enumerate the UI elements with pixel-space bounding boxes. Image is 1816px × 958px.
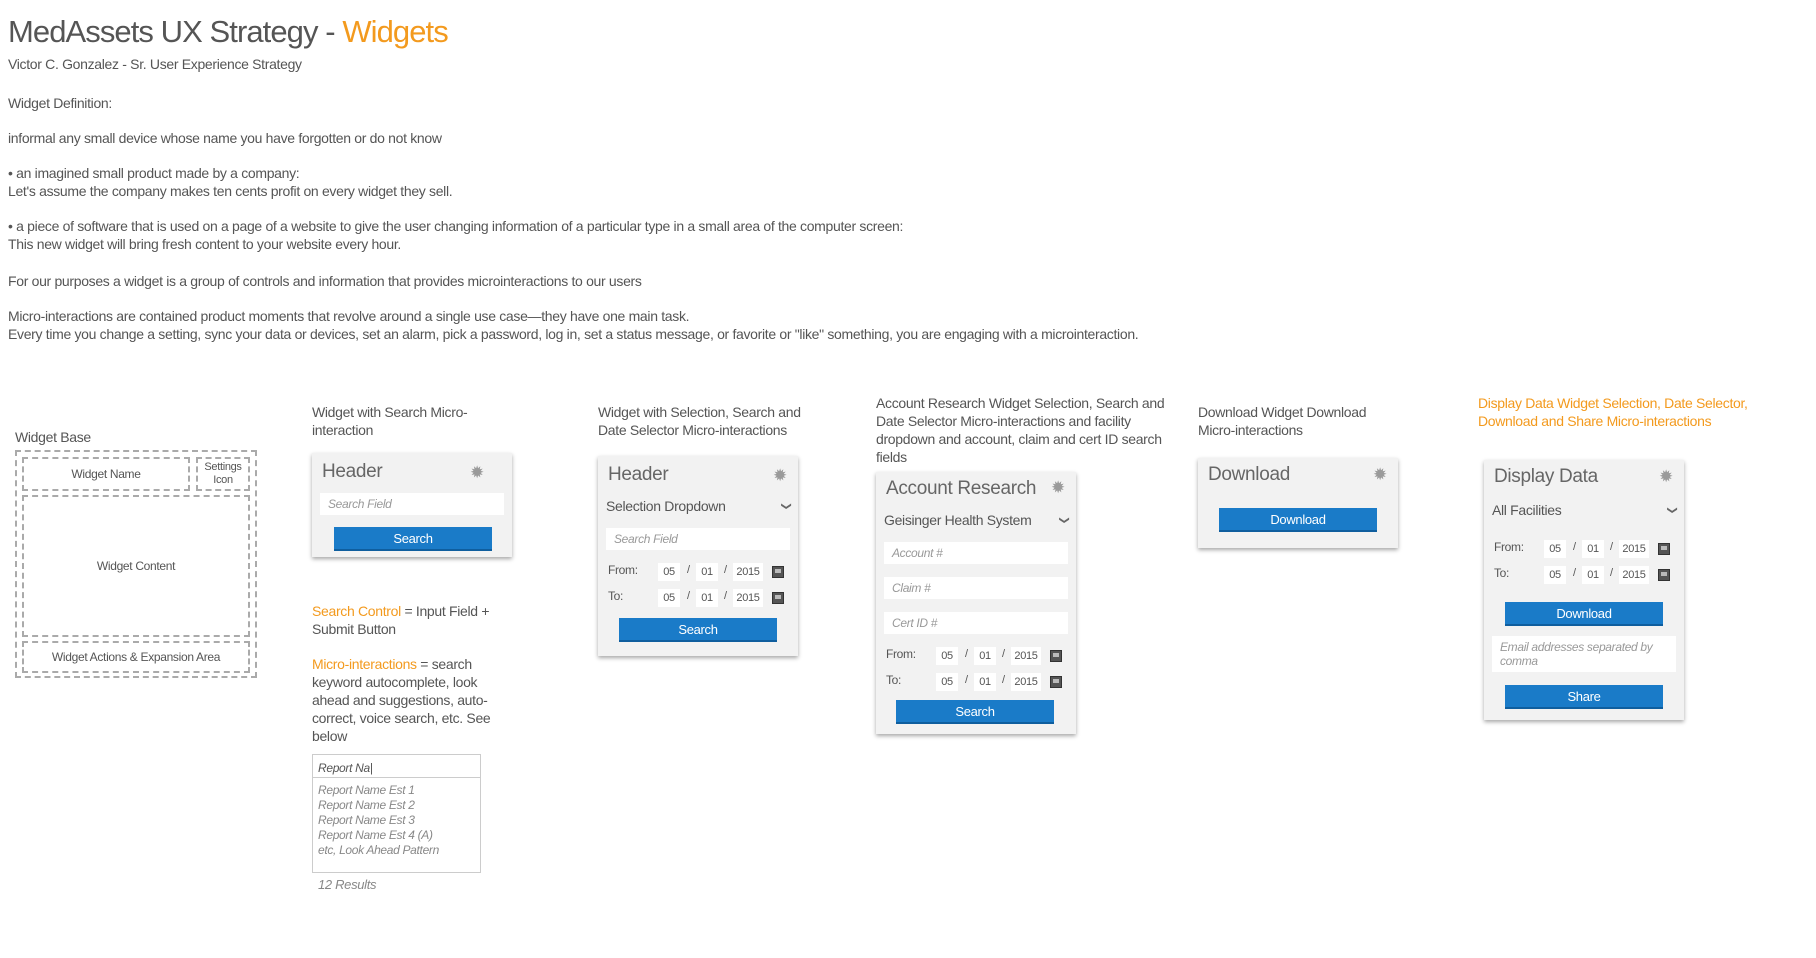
- suggestion-item[interactable]: Report Name Est 1: [318, 783, 415, 797]
- autocomplete-suggestions: [312, 777, 481, 873]
- facility-dropdown[interactable]: [1484, 498, 1684, 522]
- intro-line: • an imagined small product made by a company:: [8, 165, 300, 181]
- note-accent: Micro-interactions: [312, 656, 417, 672]
- day-field[interactable]: 01: [1582, 566, 1604, 584]
- date-separator: /: [965, 648, 968, 660]
- title-main: MedAssets UX Strategy -: [8, 14, 343, 49]
- from-date-row: [608, 563, 788, 581]
- intro-text: [8, 94, 1208, 343]
- chevron-down-icon: ❯: [1666, 505, 1678, 515]
- display-widget-label: Display Data Widget Selection, Date Selector, Download and Share Micro-interactions: [1478, 395, 1748, 429]
- search-button[interactable]: Search: [896, 700, 1054, 724]
- calendar-icon[interactable]: [1658, 543, 1670, 555]
- account-research-widget: [876, 472, 1076, 734]
- download-button[interactable]: Download: [1219, 508, 1377, 532]
- to-label: To:: [886, 673, 902, 687]
- cert-id-input[interactable]: Cert ID #: [884, 612, 1068, 634]
- date-separator: /: [724, 590, 727, 602]
- calendar-icon[interactable]: [1658, 569, 1670, 581]
- suggestion-item[interactable]: Report Name Est 3: [318, 813, 415, 827]
- to-date-row: [886, 673, 1066, 691]
- note-text: = search keyword autocomplete, look ahead and suggestions, auto-correct, voice search, etc. See below: [312, 656, 491, 744]
- search-control-note: [312, 602, 502, 638]
- suggestion-item[interactable]: Report Name Est 2: [318, 798, 415, 812]
- year-field[interactable]: 2015: [1011, 647, 1041, 665]
- dropdown-value: Selection Dropdown: [606, 498, 726, 514]
- search-input[interactable]: Search Field: [606, 528, 790, 550]
- download-button[interactable]: Download: [1505, 602, 1663, 626]
- month-field[interactable]: 05: [1544, 566, 1566, 584]
- calendar-icon[interactable]: [1050, 650, 1062, 662]
- date-separator: /: [965, 674, 968, 686]
- day-field[interactable]: 01: [974, 673, 996, 691]
- facility-dropdown[interactable]: [876, 508, 1076, 532]
- calendar-icon[interactable]: [1050, 676, 1062, 688]
- widget-header: Download: [1208, 464, 1290, 485]
- note-text: = Input Field + Submit Button: [312, 603, 490, 637]
- month-field[interactable]: 05: [1544, 540, 1566, 558]
- intro-line: Widget Definition:: [8, 95, 112, 111]
- widget-header: Header: [322, 461, 383, 482]
- calendar-icon[interactable]: [772, 566, 784, 578]
- search-button[interactable]: Search: [619, 618, 777, 642]
- year-field[interactable]: 2015: [1011, 673, 1041, 691]
- year-field[interactable]: 2015: [1619, 566, 1649, 584]
- selection-widget: [598, 456, 798, 656]
- download-widget: [1198, 458, 1398, 548]
- date-separator: /: [1610, 567, 1613, 579]
- email-input[interactable]: Email addresses separated by comma: [1492, 636, 1676, 672]
- intro-line: Every time you change a setting, sync your data or devices, set an alarm, pick a password, log in, set a status message, or favorite or "like" something, you are engaging with a microinteraction.: [8, 326, 1139, 342]
- to-date-row: [1494, 566, 1674, 584]
- note-accent: Search Control: [312, 603, 401, 619]
- gear-icon[interactable]: ✹: [1051, 478, 1065, 497]
- intro-line: For our purposes a widget is a group of controls and information that provides microinteractions to our users: [8, 273, 642, 289]
- share-button[interactable]: Share: [1505, 685, 1663, 709]
- widget-base-label: Widget Base: [15, 429, 91, 445]
- year-field[interactable]: 2015: [733, 589, 763, 607]
- micro-interactions-note: [312, 655, 502, 745]
- claim-input[interactable]: Claim #: [884, 577, 1068, 599]
- widget-header: Header: [608, 464, 669, 485]
- gear-icon[interactable]: ✹: [1373, 465, 1387, 484]
- widget-content-area: Widget Content: [22, 495, 250, 637]
- intro-line: Micro-interactions are contained product moments that revolve around a single use case—they have one main task.: [8, 308, 690, 324]
- account-widget-label: Account Research Widget Selection, Search and Date Selector Micro-interactions and facility dropdown and account, claim and cert ID search fields: [876, 395, 1165, 465]
- gear-icon[interactable]: ✹: [1659, 467, 1673, 486]
- day-field[interactable]: 01: [696, 563, 718, 581]
- month-field[interactable]: 05: [936, 673, 958, 691]
- to-date-row: [608, 589, 788, 607]
- search-widget: [312, 453, 512, 557]
- title-accent: Widgets: [342, 14, 448, 49]
- date-separator: /: [1573, 567, 1576, 579]
- search-button[interactable]: Search: [334, 527, 492, 551]
- date-separator: /: [1002, 648, 1005, 660]
- date-separator: /: [724, 564, 727, 576]
- account-input[interactable]: Account #: [884, 542, 1068, 564]
- page-title: [8, 14, 448, 50]
- from-label: From:: [608, 563, 638, 577]
- suggestion-item[interactable]: Report Name Est 4 (A): [318, 828, 433, 842]
- widget-base: [15, 450, 257, 678]
- date-separator: /: [687, 564, 690, 576]
- to-label: To:: [1494, 566, 1510, 580]
- month-field[interactable]: 05: [658, 589, 680, 607]
- date-separator: /: [1610, 541, 1613, 553]
- dropdown-value: All Facilities: [1492, 502, 1562, 518]
- day-field[interactable]: 01: [696, 589, 718, 607]
- date-separator: /: [1002, 674, 1005, 686]
- widget-actions-area: Widget Actions & Expansion Area: [22, 641, 250, 673]
- gear-icon[interactable]: ✹: [470, 463, 484, 482]
- search-widget-label: Widget with Search Micro-interaction: [312, 404, 468, 438]
- calendar-icon[interactable]: [772, 592, 784, 604]
- gear-icon[interactable]: ✹: [773, 466, 787, 485]
- widget-name-area: Widget Name: [22, 457, 190, 491]
- year-field[interactable]: 2015: [733, 563, 763, 581]
- month-field[interactable]: 05: [658, 563, 680, 581]
- page-subtitle: Victor C. Gonzalez - Sr. User Experience Strategy: [8, 56, 302, 72]
- dropdown-value: Geisinger Health System: [884, 512, 1032, 528]
- suggestion-item: etc, Look Ahead Pattern: [318, 843, 439, 857]
- from-date-row: [886, 647, 1066, 665]
- from-label: From:: [1494, 540, 1524, 554]
- display-data-widget: [1484, 460, 1684, 720]
- selection-dropdown[interactable]: [598, 494, 798, 518]
- intro-line: Let's assume the company makes ten cents profit on every widget they sell.: [8, 183, 453, 199]
- results-count: 12 Results: [318, 877, 377, 892]
- date-separator: /: [1573, 541, 1576, 553]
- intro-line: informal any small device whose name you have forgotten or do not know: [8, 130, 442, 146]
- widget-header: Display Data: [1494, 466, 1598, 487]
- day-field[interactable]: 01: [974, 647, 996, 665]
- search-input[interactable]: Search Field: [320, 493, 504, 515]
- day-field[interactable]: 01: [1582, 540, 1604, 558]
- year-field[interactable]: 2015: [1619, 540, 1649, 558]
- download-widget-label: Download Widget Download Micro-interactions: [1198, 404, 1367, 438]
- widget-header: Account Research: [886, 478, 1037, 499]
- autocomplete-input[interactable]: Report Na|: [312, 754, 481, 778]
- chevron-down-icon: ❯: [1058, 515, 1070, 525]
- settings-icon-area: Settings Icon: [196, 457, 250, 491]
- chevron-down-icon: ❯: [780, 501, 792, 511]
- intro-line: • a piece of software that is used on a page of a website to give the user changing information of a particular type in a small area of the computer screen:: [8, 218, 904, 234]
- intro-line: This new widget will bring fresh content to your website every hour.: [8, 236, 401, 252]
- from-date-row: [1494, 540, 1674, 558]
- date-separator: /: [687, 590, 690, 602]
- month-field[interactable]: 05: [936, 647, 958, 665]
- selection-widget-label: Widget with Selection, Search and Date Selector Micro-interactions: [598, 404, 801, 438]
- from-label: From:: [886, 647, 916, 661]
- to-label: To:: [608, 589, 624, 603]
